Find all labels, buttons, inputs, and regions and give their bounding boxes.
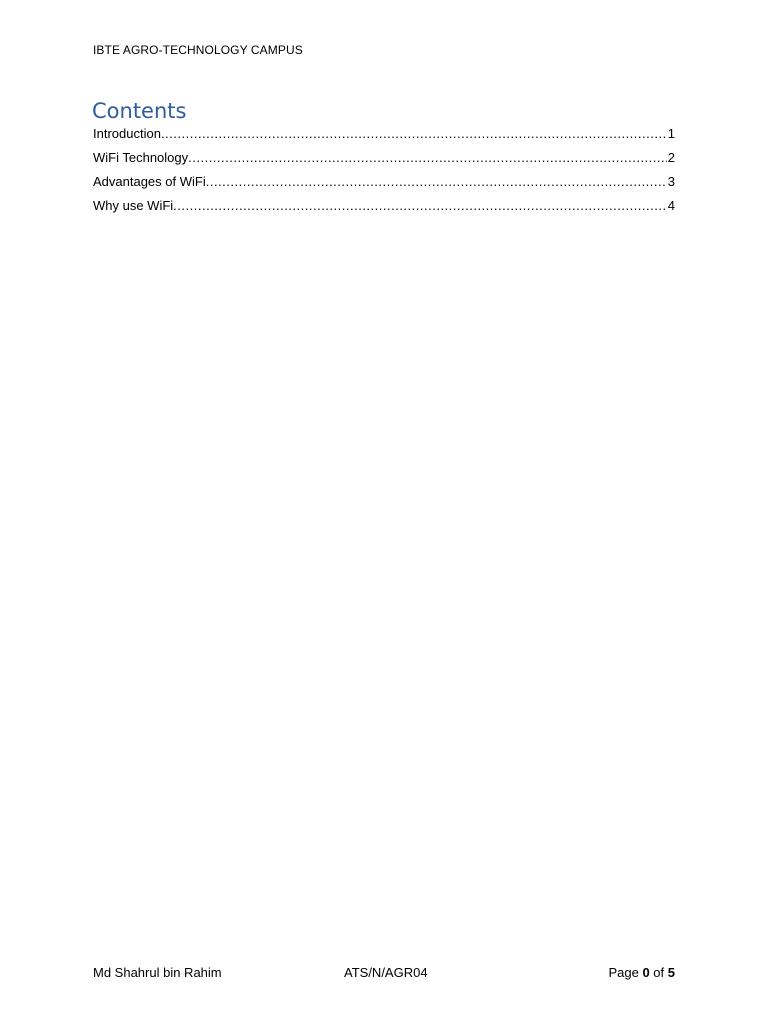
- footer-document-code: ATS/N/AGR04: [344, 965, 428, 980]
- toc-leader-dots: [206, 174, 667, 189]
- toc-entry-wifi-technology[interactable]: [93, 150, 675, 174]
- toc-entry-page: 4: [667, 198, 675, 213]
- toc-entry-page: 2: [667, 150, 675, 165]
- footer-page-word: Page: [608, 965, 639, 980]
- footer-page-current: 0: [642, 965, 650, 980]
- toc-entry-advantages-of-wifi[interactable]: [93, 174, 675, 198]
- toc-leader-dots: [188, 150, 667, 165]
- page-header: IBTE AGRO-TECHNOLOGY CAMPUS: [93, 43, 303, 57]
- toc-entry-label: Advantages of WiFi: [93, 174, 206, 189]
- toc-entry-why-use-wifi[interactable]: [93, 198, 675, 222]
- toc-heading: Contents: [92, 99, 187, 123]
- toc-entry-page: 3: [667, 174, 675, 189]
- toc-entry-label: WiFi Technology: [93, 150, 189, 165]
- toc-entry-label: Introduction: [93, 126, 161, 141]
- footer-page-of: of: [653, 965, 665, 980]
- toc-entry-introduction[interactable]: [93, 126, 675, 150]
- toc-entry-page: 1: [667, 126, 675, 141]
- table-of-contents: [93, 126, 675, 222]
- footer-page-number: [608, 965, 675, 980]
- footer-page-total: 5: [667, 965, 675, 980]
- toc-entry-label: Why use WiFi: [93, 198, 174, 213]
- footer-author: Md Shahrul bin Rahim: [93, 965, 222, 980]
- toc-leader-dots: [161, 126, 667, 141]
- toc-leader-dots: [173, 198, 667, 213]
